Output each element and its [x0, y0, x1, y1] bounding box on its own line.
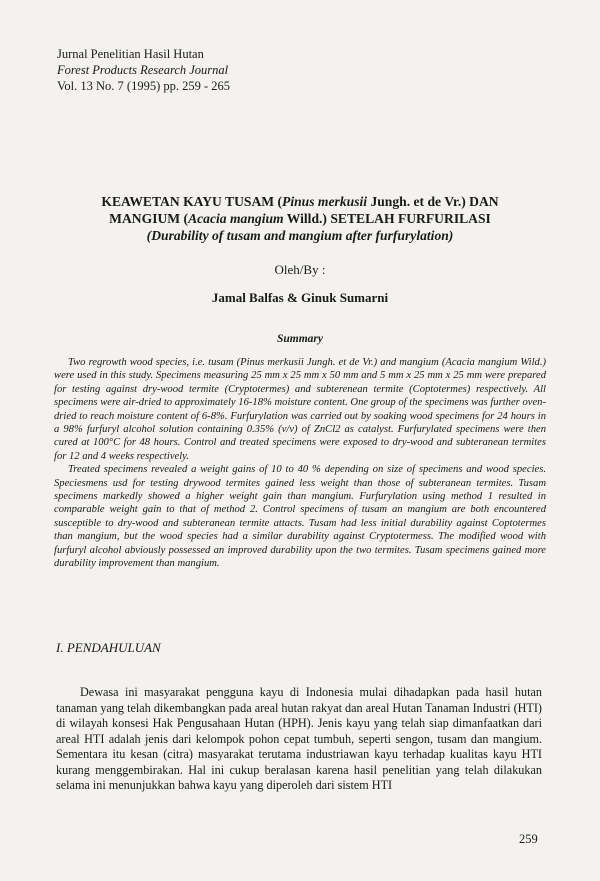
- body-text: [56, 685, 542, 794]
- section-heading: I. PENDAHULUAN: [56, 640, 161, 655]
- journal-header: [57, 46, 230, 94]
- journal-english-name: Forest Products Research Journal: [57, 63, 229, 77]
- abstract-paragraph-1: Two regrowth wood species, i.e. tusam (Pinus merkusii Jungh. et de Vr.) and mangium (Acacia mangium Wild.) were used in this study. Specimens measuring 25 mm x 25 mm x 50 mm and 5 mm x 25 mm x 25 mm were prepared for testing against dry-wood termite (Cryptotermes) and subterenean termite (Coptotermes) respectively. All specimens were air-dried to approximately 16-18% moisture content. One group of the specimens was further oven-dried to reach moisture content of 6-8%. Furfurylation was carried out by soaking wood specimens for 24 hours in a 98% furfuryl alcohol solution containing 0.35% (v/v) of ZnCl2 as catalyst. Furfurylated specimens were then cured at 100°C for 48 hours. Control and treated specimens were exposed to dry-wood and subteranean termites for 12 and 4 weeks respectively.: [54, 357, 546, 462]
- page-number: 259: [519, 832, 538, 846]
- abstract: [54, 356, 546, 571]
- journal-name: Jurnal Penelitian Hasil Hutan: [57, 47, 204, 61]
- summary-heading: Summary: [276, 333, 323, 345]
- body-paragraph: Dewasa ini masyarakat pengguna kayu di Indonesia mulai dihadapkan pada hasil hutan tanaman yang telah dikembangkan pada areal hutan rakyat dan areal Hutan Tanaman Industri (HTI) di wilayah konsesi Hak Pengusahaan Hutan (HPH). Jenis kayu yang telah siap dimanfaatkan dari areal HTI adalah jenis dari kelompok pohon cepat tumbuh, seperti sengon, tusam dan mangium. Sementara itu kesan (citra) masyarakat terutama industriawan kayu terhadap kualitas kayu HTI kurang menggembirakan. Hal ini cukup beralasan karena hasil penelitian yang telah dilakukan selama ini menunjukkan bahwa kayu yang diperoleh dari sistem HTI: [56, 685, 542, 792]
- paper-title: [62, 193, 538, 244]
- abstract-paragraph-2: Treated specimens revealed a weight gains of 10 to 40 % depending on size of specimens and wood species. Speciesmens usd for testing drywood termites gained less weight than those of subteranean termites. Tusam specimens markedly showed a higher weight gain than mangium. Furfurylation using method 1 resulted in comparable weight gain to that of method 2. Control specimens of tusam an mangium are both encountered susceptible to dry-wood and subteranean termite attacts. Tusam had less initial durability against Coptotermes than mangium, but the wood species had a similar durability against Cryptotermess. The modified wood with furfuryl alcohol abviously possessed an improved durability upon the two termites. Tusam specimens gained more durability improvement than mangium.: [54, 464, 546, 570]
- authors: Jamal Balfas & Ginuk Sumarni: [211, 290, 389, 305]
- byline-label: Oleh/By :: [274, 262, 326, 277]
- title-line-1: KEAWETAN KAYU TUSAM (Pinus merkusii Jungh. et de Vr.) DAN: [101, 194, 499, 209]
- title-species-2: Acacia mangium: [188, 211, 284, 226]
- title-line-2: MANGIUM (Acacia mangium Willd.) SETELAH FURFURILASI: [109, 211, 491, 226]
- title-line-3: (Durability of tusam and mangium after furfurylation): [146, 228, 454, 243]
- journal-volume: Vol. 13 No. 7 (1995) pp. 259 - 265: [57, 79, 231, 93]
- title-species-1: Pinus merkusii: [282, 194, 368, 209]
